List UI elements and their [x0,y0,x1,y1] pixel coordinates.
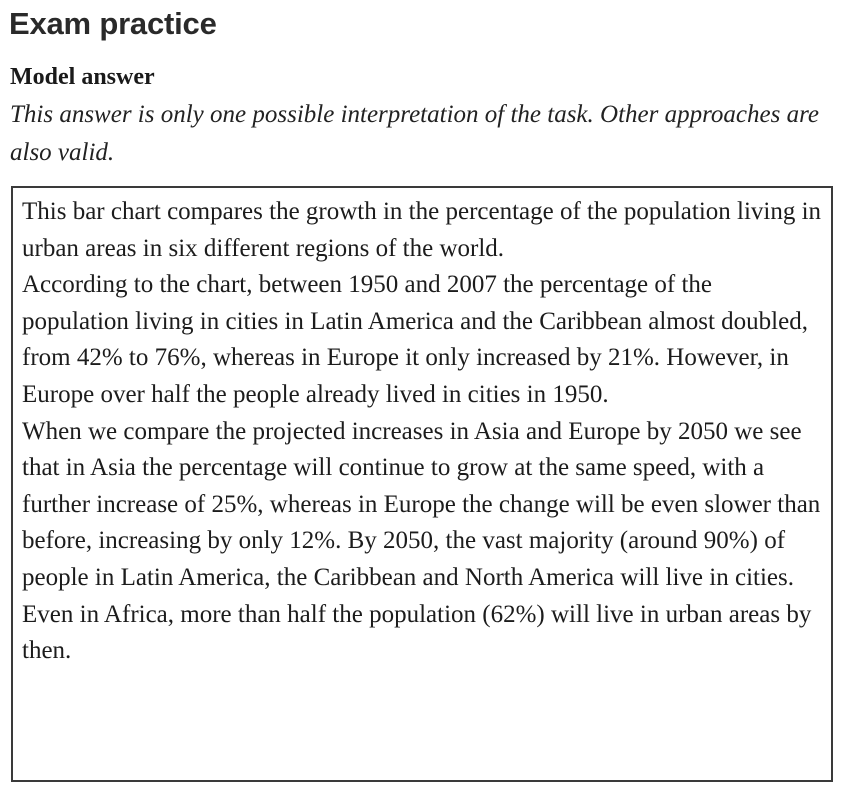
page-title: Exam practice [9,6,217,41]
model-answer-text [22,194,824,670]
section-heading: Model answer [10,64,155,90]
answer-paragraph-1: This bar chart compares the growth in the percentage of the population living in urban areas in six different regions of the world. [22,198,822,262]
answer-paragraph-3: When we compare the projected increases in Asia and Europe by 2050 we see that in Asia the percentage will continue to grow at the same speed, with a further increase of 25%, whereas in Europe the change will be even slower than before, increasing by only 12%. By 2050, the vast majority (around 90%) of people in Latin America, the Caribbean and North America will live in cities. Even in Africa, more than half the population (62%) will live in urban areas by then. [22,417,821,665]
instruction-note: This answer is only one possible interpretation of the task. Other approaches are also valid. [10,101,819,166]
answer-paragraph-2: According to the chart, between 1950 and 2007 the percentage of the population living in cities in Latin America and the Caribbean almost doubled, from 42% to 76%, whereas in Europe it only increased by 21%. However, in Europe over half the people already lived in cities in 1950. [22,271,808,408]
model-answer-box [11,186,833,782]
